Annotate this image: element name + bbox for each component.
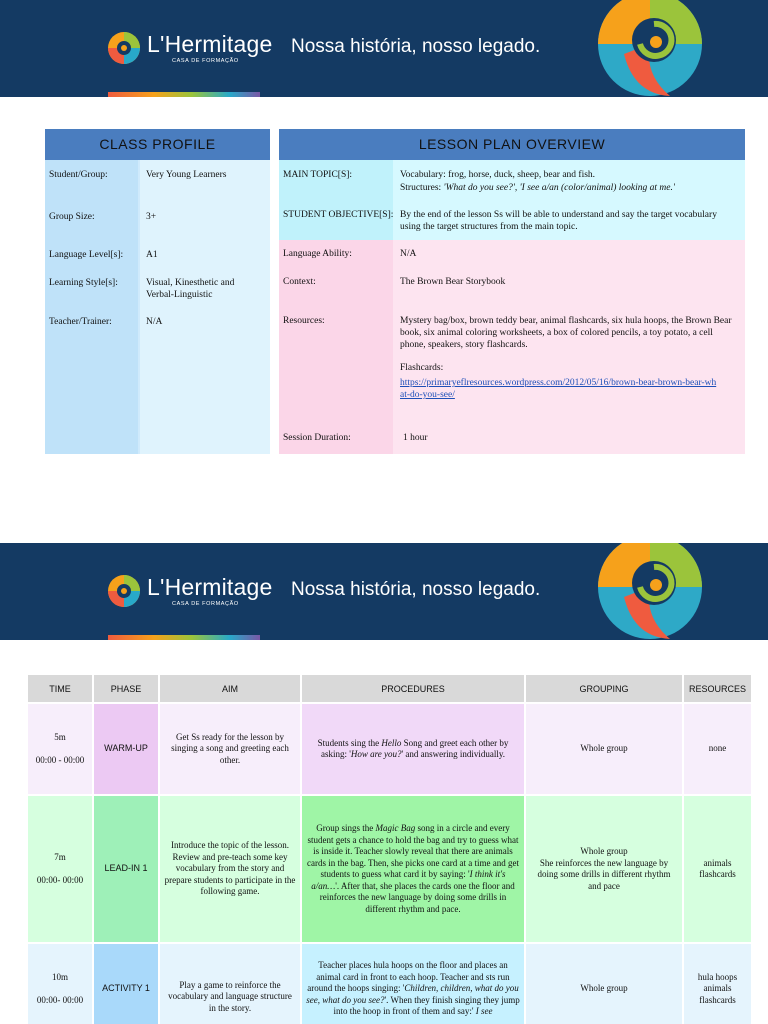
procedure-italic: Hello — [381, 737, 402, 748]
label-column — [45, 160, 138, 454]
profile-value: Very Young Learners — [146, 170, 227, 180]
hermitage-logo-icon — [106, 573, 142, 609]
time-range: 00:00- 00:00 — [36, 994, 84, 1005]
main-topic-line2 — [400, 182, 740, 194]
time-range: 00:00- 00:00 — [36, 874, 84, 885]
time-range: 00:00 - 00:00 — [35, 754, 85, 765]
time-minutes: 10m — [51, 971, 68, 982]
overview-title: LESSON PLAN OVERVIEW — [279, 129, 745, 160]
profile-value: A1 — [146, 250, 158, 260]
profile-value: Visual, Kinesthetic and Verbal-Linguistic — [146, 278, 235, 300]
value-column — [140, 160, 270, 454]
profile-label: Language Level[s]: — [49, 250, 124, 260]
procedure-italic: I see — [475, 1006, 493, 1017]
procedure-italic: I think it's a/an… — [311, 869, 506, 891]
time-minutes: 5m — [54, 731, 66, 742]
structures-prefix: Structures: — [400, 183, 444, 193]
time-cell — [28, 944, 92, 1024]
aim-cell: Play a game to reinforce the vocabulary and language structure in the story. — [160, 944, 300, 1024]
procedure-text: Teacher places hula hoops on the floor and places an animal card in front to each hoop. Teacher and sts run around the hoops singing: ' — [307, 960, 510, 994]
column-header: PROCEDURES — [302, 675, 524, 702]
procedure-cell — [302, 704, 524, 794]
color-stripe — [108, 92, 260, 97]
table-row — [28, 944, 751, 1024]
header-banner — [0, 0, 768, 97]
procedure-italic: Children, children, what do you see, what do you see? — [306, 983, 519, 1005]
resources-cell: hula hoops animals flashcards — [684, 944, 751, 1024]
decorative-swirl-icon — [594, 543, 714, 640]
table-row — [28, 704, 751, 794]
resources-value: Mystery bag/box, brown teddy bear, animal flashcards, six hula hoops, the Brown Bear book, six animal coloring worksheets, a box of colored pencils, a toy potato, a cell phone, speakers, story flashcards. — [400, 316, 732, 350]
grouping-cell: Whole group — [526, 704, 682, 794]
hermitage-logo-icon — [106, 30, 142, 66]
aim-cell: Get Ss ready for the lesson by singing a song and greeting each other. — [160, 704, 300, 794]
procedure-cell — [302, 796, 524, 942]
objective-value: By the end of the lesson Ss will be able to understand and say the target vocabulary using the target structures from the main topic. — [400, 210, 717, 232]
class-profile-body — [45, 160, 270, 454]
procedure-text: song in a circle and every student gets a chance to hold the bag and try to guess what is inside it. Teacher slowly reveal that there are animals cards in the bag. Then, she picks one card at a time and get students to guess what card it by saying: ' — [306, 823, 519, 879]
overview-bottom-section — [279, 240, 745, 454]
procedures-table — [26, 673, 753, 1024]
duration-value: 1 hour — [403, 433, 428, 443]
table-row — [28, 796, 751, 942]
main-topic-line1: Vocabulary: frog, horse, duck, sheep, bear and fish. — [400, 170, 596, 180]
procedure-text: ' and answering individually. — [401, 749, 506, 759]
flashcards-link-wrap — [400, 377, 718, 401]
color-stripe — [108, 635, 260, 640]
class-profile-panel — [45, 129, 270, 454]
column-header: RESOURCES — [684, 675, 751, 702]
ability-label: Language Ability: — [283, 249, 352, 259]
main-topic-label: MAIN TOPIC[S]: — [283, 170, 353, 180]
header-banner — [0, 543, 768, 640]
procedure-cell — [302, 944, 524, 1024]
procedure-text: Song and greet each other by asking: ' — [320, 737, 509, 759]
procedure-italic: How are you? — [350, 749, 402, 759]
lesson-plan-overview-panel — [279, 129, 745, 454]
procedure-text: Group sings the — [316, 823, 376, 833]
profile-label: Teacher/Trainer: — [49, 317, 112, 327]
flashcards-link[interactable]: https://primaryeflresources.wordpress.com/2012/05/16/brown-bear-brown-bear-what-do-you-see/ — [400, 378, 717, 400]
objective-label: STUDENT OBJECTIVE[S]: — [283, 210, 394, 220]
aim-cell: Introduce the topic of the lesson. Review and pre-teach some key vocabulary from the story and prepare students to participate in the following game. — [160, 796, 300, 942]
time-minutes: 7m — [54, 851, 66, 862]
procedure-text: Students sing the — [317, 737, 382, 748]
time-cell — [28, 704, 92, 794]
overview-top-section — [279, 160, 745, 240]
grouping-cell: Whole group — [526, 944, 682, 1024]
column-header: PHASE — [94, 675, 158, 702]
context-value: The Brown Bear Storybook — [400, 277, 506, 287]
brand-subtitle: CASA DE FORMAÇÃO — [172, 58, 239, 64]
resources-cell: none — [684, 704, 751, 794]
tagline: Nossa história, nosso legado. — [291, 36, 541, 57]
phase-cell: WARM-UP — [94, 704, 158, 794]
tagline: Nossa história, nosso legado. — [291, 579, 541, 600]
structures-text: 'What do you see?', 'I see a/an (color/animal) looking at me.' — [443, 183, 675, 193]
ability-value: N/A — [400, 249, 417, 259]
phase-cell: ACTIVITY 1 — [94, 944, 158, 1024]
profile-label: Group Size: — [49, 212, 95, 222]
decorative-swirl-icon — [594, 0, 714, 97]
profile-label: Learning Style[s]: — [49, 278, 118, 288]
column-header: TIME — [28, 675, 92, 702]
resources-cell: animals flashcards — [684, 796, 751, 942]
context-label: Context: — [283, 277, 316, 287]
brand-name: L'Hermitage — [147, 574, 273, 600]
profile-label: Student/Group: — [49, 170, 108, 180]
procedure-italic: Magic Bag — [375, 823, 416, 833]
brand-subtitle: CASA DE FORMAÇÃO — [172, 601, 239, 607]
time-cell — [28, 796, 92, 942]
resources-label: Resources: — [283, 316, 325, 326]
class-profile-title: CLASS PROFILE — [45, 129, 270, 160]
table-header-row — [28, 675, 751, 702]
procedure-text: '. When they finish singing they jump into the hoop in front of them and say:' — [333, 994, 520, 1017]
phase-cell: LEAD-IN 1 — [94, 796, 158, 942]
brand-name: L'Hermitage — [147, 31, 273, 57]
profile-value: 3+ — [146, 212, 157, 222]
grouping-cell: Whole group She reinforces the new language by doing some drills in different rhythm and pace — [526, 796, 682, 942]
column-header: GROUPING — [526, 675, 682, 702]
procedure-text: '. After that, she places the cards one the floor and reinforces the new language by doing some drills in different rhythm and pace. — [319, 880, 515, 914]
profile-value: N/A — [146, 317, 163, 327]
duration-label: Session Duration: — [283, 433, 351, 443]
column-header: AIM — [160, 675, 300, 702]
flashcards-label: Flashcards: — [400, 363, 444, 373]
label-column — [279, 240, 393, 454]
